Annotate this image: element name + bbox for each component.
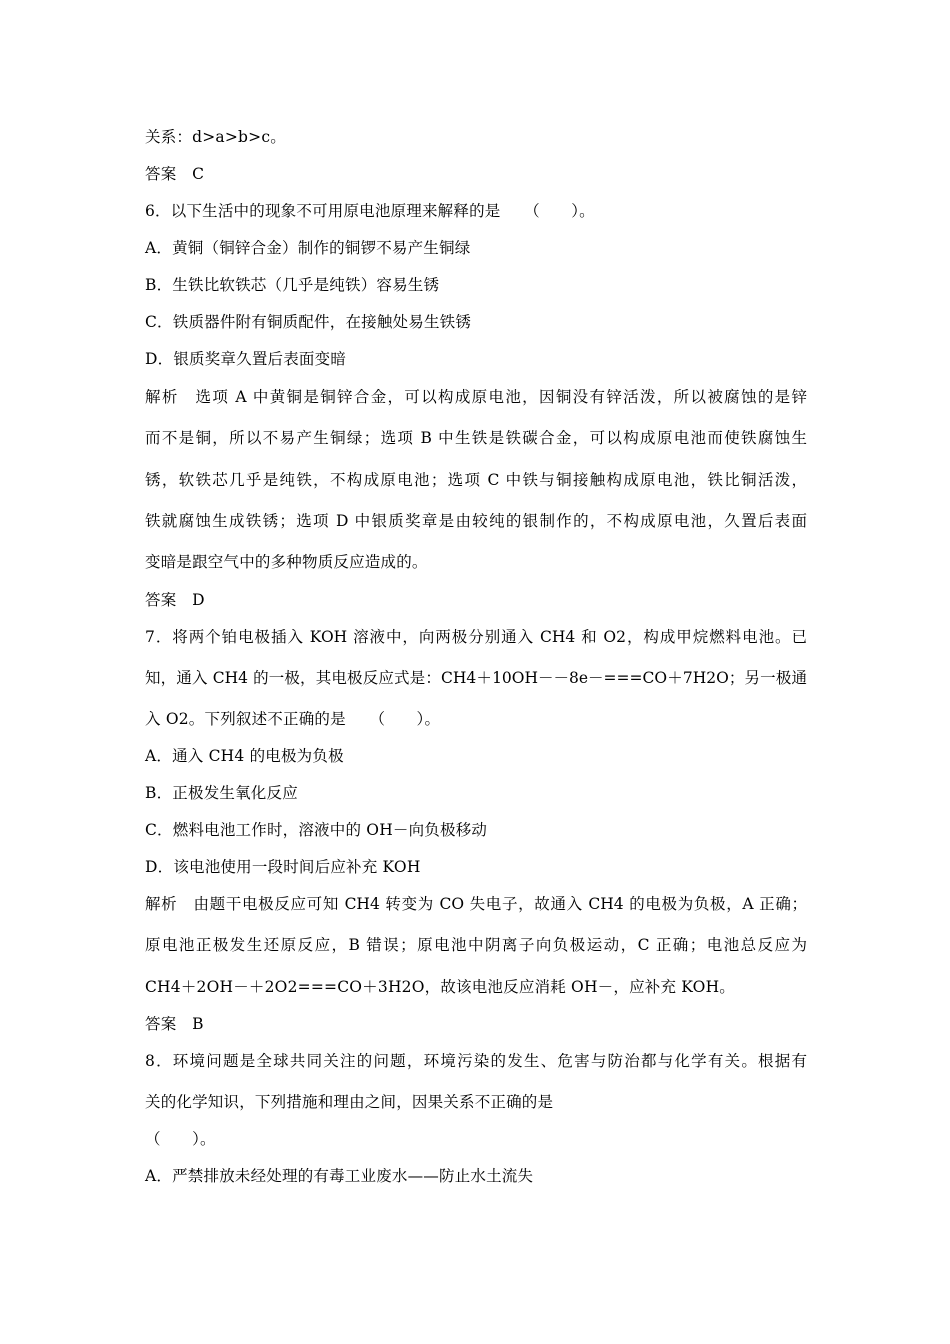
question-8-stem: 8．环境问题是全球共同关注的问题，环境污染的发生、危害与防治都与化学有关。根据有 — [145, 1052, 807, 1070]
question-7-option-c: C．燃料电池工作时，溶液中的 OH－向负极移动 — [145, 821, 488, 839]
question-6-option-a: A．黄铜（铜锌合金）制作的铜锣不易产生铜绿 — [145, 239, 471, 257]
analysis-line: 铁就腐蚀生成铁锈；选项 D 中银质奖章是由较纯的银制作的，不构成原电池，久置后表面 — [145, 512, 807, 530]
analysis-line: CH4＋2OH－＋2O2===CO＋3H2O，故该电池反应消耗 OH－，应补充 KOH。 — [145, 978, 735, 996]
analysis-line: 解析 由题干电极反应可知 CH4 转变为 CO 失电子，故通入 CH4 的电极为负极，A 正确； — [145, 895, 807, 913]
answer-line: 答案 B — [145, 1015, 204, 1033]
analysis-line: 原电池正极发生还原反应，B 错误；原电池中阴离子向负极运动，C 正确；电池总反应为 — [145, 936, 807, 954]
answer-line: 答案 C — [145, 165, 205, 183]
analysis-line: 解析 选项 A 中黄铜是铜锌合金，可以构成原电池，因铜没有锌活泼，所以被腐蚀的是锌 — [145, 388, 807, 406]
question-7-stem: 入 O2。下列叙述不正确的是 （ ）。 — [145, 710, 441, 728]
answer-line: 答案 D — [145, 591, 205, 609]
question-6-stem: 6．以下生活中的现象不可用原电池原理来解释的是 （ ）。 — [145, 202, 595, 220]
question-7-option-b: B．正极发生氧化反应 — [145, 784, 298, 802]
question-7-stem: 7．将两个铂电极插入 KOH 溶液中，向两极分别通入 CH4 和 O2，构成甲烷燃料电池。已 — [145, 628, 807, 646]
question-6-option-d: D．银质奖章久置后表面变暗 — [145, 350, 347, 368]
question-7-option-a: A．通入 CH4 的电极为负极 — [145, 747, 344, 765]
text-line: 关系：d>a>b>c。 — [145, 128, 286, 146]
question-6-option-c: C．铁质器件附有铜质配件，在接触处易生铁锈 — [145, 313, 472, 331]
question-6-option-b: B．生铁比软铁芯（几乎是纯铁）容易生锈 — [145, 276, 440, 294]
question-7-option-d: D．该电池使用一段时间后应补充 KOH — [145, 858, 421, 876]
question-8-stem: 关的化学知识，下列措施和理由之间，因果关系不正确的是 — [145, 1093, 554, 1111]
question-8-blank: （ ）。 — [145, 1130, 216, 1148]
question-7-stem: 知，通入 CH4 的一极，其电极反应式是：CH4＋10OH－－8e－===CO＋7H2O；另一极通 — [145, 669, 807, 687]
analysis-line: 而不是铜，所以不易产生铜绿；选项 B 中生铁是铁碳合金，可以构成原电池而使铁腐蚀生 — [145, 429, 807, 447]
question-8-option-a: A．严禁排放未经处理的有毒工业废水——防止水土流失 — [145, 1167, 534, 1185]
analysis-line: 变暗是跟空气中的多种物质反应造成的。 — [145, 553, 428, 571]
analysis-line: 锈，软铁芯几乎是纯铁，不构成原电池；选项 C 中铁与铜接触构成原电池，铁比铜活泼， — [145, 471, 807, 489]
